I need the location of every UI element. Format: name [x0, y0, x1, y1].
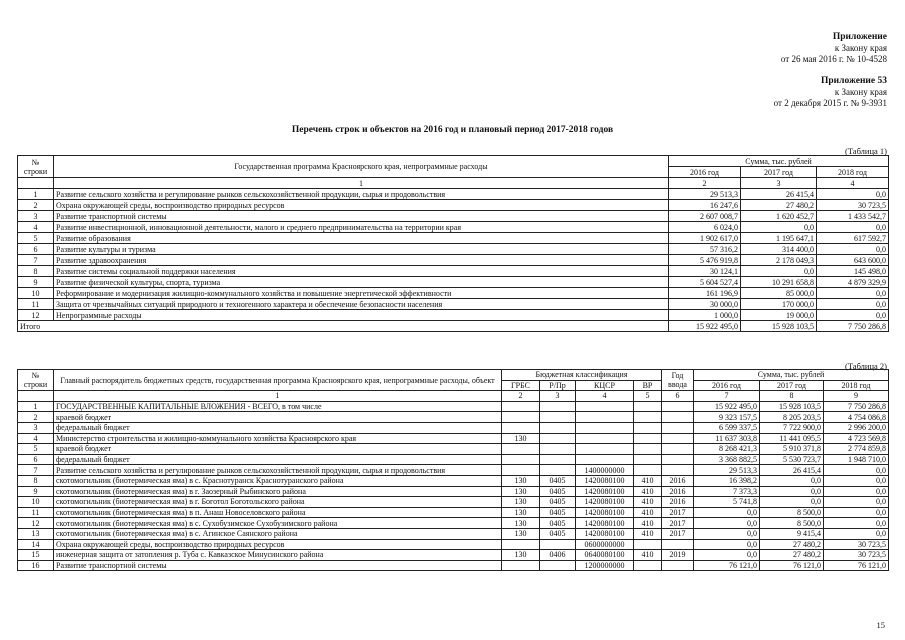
sum-2017: 8 500,0: [760, 518, 824, 529]
sum-2017: 27 480,2: [760, 550, 824, 561]
grbs-code: [502, 454, 540, 465]
object-name: скотомогильник (биотермическая яма) в г. Заозерный Рыбинского района: [54, 486, 502, 497]
table-row: [18, 560, 889, 571]
total-2017: 15 928 103,5: [741, 321, 817, 332]
vr-code: [634, 539, 662, 550]
sum-2018: 30 723,5: [824, 539, 889, 550]
vr-code: [634, 412, 662, 423]
table-row: [18, 233, 889, 244]
sum-2017: 0,0: [760, 475, 824, 486]
sum-2016: 0,0: [694, 550, 760, 561]
sum-2017: 76 121,0: [760, 560, 824, 571]
grbs-code: [502, 422, 540, 433]
row-number: 1: [18, 401, 54, 412]
object-name: федеральный бюджет: [54, 422, 502, 433]
col-header-program: Государственная программа Красноярского края, непрограммные расходы: [54, 156, 669, 178]
program-name: Развитие здравоохранения: [54, 255, 669, 266]
table-row: [18, 211, 889, 222]
sum-2017: 0,0: [760, 497, 824, 508]
sum-2016: 6 599 337,5: [694, 422, 760, 433]
commission-year: 2019: [662, 550, 694, 561]
table-row: [18, 200, 889, 211]
object-name: инженерная защита от затопления р. Туба с. Кавказское Минусинского района: [54, 550, 502, 561]
total-2018: 7 750 286,8: [817, 321, 889, 332]
col-header-budget-class: Бюджетная классификация: [502, 370, 662, 381]
col-index: 7: [694, 391, 760, 402]
commission-year: 2016: [662, 475, 694, 486]
kcsr-code: 0600000000: [576, 539, 634, 550]
sum-2018: 2 996 200,0: [824, 422, 889, 433]
program-name: Развитие образования: [54, 233, 669, 244]
sum-2016: 16 247,6: [669, 200, 741, 211]
rpr-code: 0406: [540, 550, 576, 561]
vr-code: [634, 433, 662, 444]
col-header-rpr: Р/Пр: [540, 380, 576, 391]
vr-code: 410: [634, 507, 662, 518]
grbs-code: [502, 539, 540, 550]
row-number: 5: [18, 444, 54, 455]
table-row: [18, 244, 889, 255]
commission-year: [662, 412, 694, 423]
sum-2017: 8 500,0: [760, 507, 824, 518]
col-header-2018: 2018 год: [824, 380, 889, 391]
total-row: [18, 321, 889, 332]
kcsr-code: 1420080100: [576, 486, 634, 497]
sum-2016: 0,0: [694, 539, 760, 550]
row-number: 14: [18, 539, 54, 550]
kcsr-code: 1420080100: [576, 528, 634, 539]
table-row: [18, 550, 889, 561]
row-number: 4: [18, 222, 54, 233]
object-name: Развитие сельского хозяйства и регулирование рынков сельскохозяйственной продукции, сырья и продовольствия: [54, 465, 502, 476]
col-index: 3: [540, 391, 576, 402]
commission-year: [662, 454, 694, 465]
sum-2018: 0,0: [824, 486, 889, 497]
vr-code: [634, 401, 662, 412]
rpr-code: 0405: [540, 507, 576, 518]
table-row: [18, 497, 889, 508]
sum-2017: 0,0: [741, 266, 817, 277]
object-name: ГОСУДАРСТВЕННЫЕ КАПИТАЛЬНЫЕ ВЛОЖЕНИЯ - ВСЕГО, в том числе: [54, 401, 502, 412]
col-header-2018: 2018 год: [817, 167, 889, 178]
vr-code: [634, 454, 662, 465]
sum-2018: 0,0: [824, 465, 889, 476]
total-2016: 15 922 495,0: [669, 321, 741, 332]
table-row: [18, 507, 889, 518]
sum-2017: 27 480,2: [741, 200, 817, 211]
kcsr-code: [576, 433, 634, 444]
table-row: [18, 539, 889, 550]
vr-code: [634, 444, 662, 455]
kcsr-code: 1420080100: [576, 497, 634, 508]
kcsr-code: [576, 444, 634, 455]
sum-2017: 5 530 723,7: [760, 454, 824, 465]
kcsr-code: [576, 412, 634, 423]
row-number: 8: [18, 475, 54, 486]
col-header-2016: 2016 год: [669, 167, 741, 178]
sum-2017: 26 415,4: [741, 189, 817, 200]
sum-2018: 0,0: [824, 497, 889, 508]
sum-2016: 11 637 303,8: [694, 433, 760, 444]
col-index: 8: [760, 391, 824, 402]
row-number: 7: [18, 255, 54, 266]
sum-2016: 57 316,2: [669, 244, 741, 255]
vr-code: [634, 560, 662, 571]
kcsr-code: 1420080100: [576, 518, 634, 529]
sum-2016: 161 196,9: [669, 288, 741, 299]
kcsr-code: 1200000000: [576, 560, 634, 571]
grbs-code: [502, 444, 540, 455]
col-index: 1: [54, 178, 669, 189]
commission-year: [662, 422, 694, 433]
rpr-code: [540, 454, 576, 465]
row-number: 11: [18, 299, 54, 310]
grbs-code: [502, 465, 540, 476]
table2-note: (Таблица 2): [844, 361, 887, 371]
sum-2017: 0,0: [760, 486, 824, 497]
row-number: 10: [18, 288, 54, 299]
col-index: 2: [669, 178, 741, 189]
table-row: [18, 299, 889, 310]
sum-2016: 3 368 882,5: [694, 454, 760, 465]
object-name: федеральный бюджет: [54, 454, 502, 465]
rpr-code: [540, 433, 576, 444]
rpr-code: 0405: [540, 528, 576, 539]
sum-2016: 29 513,3: [669, 189, 741, 200]
rpr-code: [540, 560, 576, 571]
sum-2017: 1 620 452,7: [741, 211, 817, 222]
rpr-code: 0405: [540, 475, 576, 486]
grbs-code: 130: [502, 507, 540, 518]
sum-2018: 643 600,0: [817, 255, 889, 266]
row-number: 1: [18, 189, 54, 200]
object-name: скотомогильник (биотермическая яма) в с. Агинское Саянского района: [54, 528, 502, 539]
sum-2016: 16 398,2: [694, 475, 760, 486]
sum-2018: 1 433 542,7: [817, 211, 889, 222]
sum-2017: 8 205 203,5: [760, 412, 824, 423]
vr-code: [634, 465, 662, 476]
col-index: 5: [634, 391, 662, 402]
sum-2017: 85 000,0: [741, 288, 817, 299]
sum-2016: 30 124,1: [669, 266, 741, 277]
col-header-kcsr: КЦСР: [576, 380, 634, 391]
sum-2018: 0,0: [817, 222, 889, 233]
object-name: краевой бюджет: [54, 444, 502, 455]
object-name: краевой бюджет: [54, 412, 502, 423]
table-row: [18, 266, 889, 277]
sum-2018: 0,0: [817, 189, 889, 200]
sum-2018: 7 750 286,8: [824, 401, 889, 412]
col-header-2016: 2016 год: [694, 380, 760, 391]
col-index: 1: [54, 391, 502, 402]
col-header-vr: ВР: [634, 380, 662, 391]
col-index: 4: [817, 178, 889, 189]
sum-2017: 5 910 371,8: [760, 444, 824, 455]
sum-2016: 5 476 919,8: [669, 255, 741, 266]
row-number: 12: [18, 310, 54, 321]
sum-2016: 0,0: [694, 528, 760, 539]
program-name: Защита от чрезвычайных ситуаций природного и техногенного характера и обеспечение безопасности населения: [54, 299, 669, 310]
object-name: Охрана окружающей среды, воспроизводство природных ресурсов: [54, 539, 502, 550]
appendix-53-date: от 2 декабря 2015 г. № 9-3931: [773, 98, 887, 108]
col-index: 3: [741, 178, 817, 189]
program-name: Развитие инвестиционной, инновационной деятельности, малого и среднего предпринимательства на территории края: [54, 222, 669, 233]
grbs-code: 130: [502, 497, 540, 508]
sum-2018: 2 774 859,8: [824, 444, 889, 455]
program-name: Развитие культуры и туризма: [54, 244, 669, 255]
row-number: 6: [18, 244, 54, 255]
sum-2016: 29 513,3: [694, 465, 760, 476]
sum-2017: 9 415,4: [760, 528, 824, 539]
sum-2017: 15 928 103,5: [760, 401, 824, 412]
table-row: [18, 222, 889, 233]
row-number: 9: [18, 486, 54, 497]
col-header-number: № строки: [18, 370, 54, 391]
table-row: [18, 288, 889, 299]
grbs-code: 130: [502, 518, 540, 529]
sum-2016: 30 000,0: [669, 299, 741, 310]
rpr-code: [540, 422, 576, 433]
row-number: 6: [18, 454, 54, 465]
grbs-code: 130: [502, 528, 540, 539]
table-row: [18, 422, 889, 433]
rpr-code: 0405: [540, 518, 576, 529]
col-index: 4: [576, 391, 634, 402]
objects-table: [17, 369, 889, 571]
sum-2018: 4 754 086,8: [824, 412, 889, 423]
col-header-grbs: ГРБС: [502, 380, 540, 391]
row-number: 3: [18, 422, 54, 433]
vr-code: 410: [634, 518, 662, 529]
rpr-code: [540, 539, 576, 550]
row-number: 3: [18, 211, 54, 222]
table-row: [18, 454, 889, 465]
commission-year: 2017: [662, 528, 694, 539]
grbs-code: 130: [502, 550, 540, 561]
vr-code: 410: [634, 475, 662, 486]
col-header-sum: Сумма, тыс. рублей: [694, 370, 889, 381]
table-row: [18, 486, 889, 497]
appendix-date: от 26 мая 2016 г. № 10-4528: [780, 54, 887, 64]
sum-2017: 26 415,4: [760, 465, 824, 476]
row-number: 2: [18, 200, 54, 211]
grbs-code: 130: [502, 433, 540, 444]
sum-2018: 1 948 710,0: [824, 454, 889, 465]
vr-code: 410: [634, 550, 662, 561]
commission-year: [662, 539, 694, 550]
sum-2018: 76 121,0: [824, 560, 889, 571]
sum-2017: 0,0: [741, 222, 817, 233]
table-row: [18, 401, 889, 412]
row-number: 10: [18, 497, 54, 508]
row-number: 12: [18, 518, 54, 529]
table-row: [18, 518, 889, 529]
commission-year: [662, 401, 694, 412]
kcsr-code: 0640080100: [576, 550, 634, 561]
table-row: [18, 528, 889, 539]
sum-2017: 27 480,2: [760, 539, 824, 550]
rpr-code: [540, 401, 576, 412]
col-index: 2: [502, 391, 540, 402]
vr-code: 410: [634, 497, 662, 508]
row-number: 11: [18, 507, 54, 518]
appendix-53-line: к Закону края: [834, 87, 887, 97]
grbs-code: [502, 560, 540, 571]
rpr-code: [540, 412, 576, 423]
sum-2016: 0,0: [694, 518, 760, 529]
object-name: скотомогильник (биотермическая яма) в г. Боготол Боготольского района: [54, 497, 502, 508]
rpr-code: [540, 444, 576, 455]
sum-2018: 0,0: [817, 299, 889, 310]
col-index: 9: [824, 391, 889, 402]
table1-note: (Таблица 1): [844, 146, 887, 156]
program-name: Развитие сельского хозяйства и регулирование рынков сельскохозяйственной продукции, сырья и продовольствия: [54, 189, 669, 200]
programs-table: [17, 155, 889, 332]
table-row: [18, 255, 889, 266]
col-header-year: Год ввода: [662, 370, 694, 391]
col-header-sum: Сумма, тыс. рублей: [669, 156, 889, 167]
kcsr-code: [576, 401, 634, 412]
vr-code: 410: [634, 528, 662, 539]
appendix-header: [781, 31, 887, 65]
sum-2016: 1 902 617,0: [669, 233, 741, 244]
row-number: 4: [18, 433, 54, 444]
commission-year: [662, 433, 694, 444]
commission-year: 2017: [662, 518, 694, 529]
table-row: [18, 412, 889, 423]
program-name: Охрана окружающей среды, воспроизводство природных ресурсов: [54, 200, 669, 211]
sum-2016: 6 024,0: [669, 222, 741, 233]
table-row: [18, 475, 889, 486]
sum-2016: 15 922 495,0: [694, 401, 760, 412]
table-row: [18, 189, 889, 200]
commission-year: 2016: [662, 486, 694, 497]
sum-2017: 314 400,0: [741, 244, 817, 255]
sum-2016: 1 000,0: [669, 310, 741, 321]
sum-2018: 145 498,0: [817, 266, 889, 277]
row-number: 2: [18, 412, 54, 423]
sum-2016: 5 604 527,4: [669, 277, 741, 288]
object-name: скотомогильник (биотермическая яма) в с. Краснотуранск Краснотуранского района: [54, 475, 502, 486]
object-name: скотомогильник (биотермическая яма) в п. Анаш Новоселовского района: [54, 507, 502, 518]
appendix-title: Приложение: [832, 32, 887, 42]
sum-2018: 0,0: [817, 310, 889, 321]
col-header-object: Главный распорядитель бюджетных средств, государственная программа Красноярского края, непрограммные расходы, объект: [54, 370, 502, 391]
rpr-code: 0405: [540, 497, 576, 508]
col-index: 6: [662, 391, 694, 402]
col-header-2017: 2017 год: [741, 167, 817, 178]
row-number: 5: [18, 233, 54, 244]
sum-2018: 30 723,5: [817, 200, 889, 211]
kcsr-code: 1400000000: [576, 465, 634, 476]
rpr-code: 0405: [540, 486, 576, 497]
sum-2018: 30 723,5: [824, 550, 889, 561]
program-name: Непрограммные расходы: [54, 310, 669, 321]
appendix-53-header: [774, 75, 887, 109]
sum-2018: 0,0: [817, 288, 889, 299]
kcsr-code: 1420080100: [576, 475, 634, 486]
grbs-code: [502, 412, 540, 423]
sum-2018: 0,0: [824, 518, 889, 529]
row-number: 9: [18, 277, 54, 288]
vr-code: 410: [634, 486, 662, 497]
sum-2016: 9 323 157,5: [694, 412, 760, 423]
kcsr-code: 1420080100: [576, 507, 634, 518]
vr-code: [634, 422, 662, 433]
sum-2016: 76 121,0: [694, 560, 760, 571]
page-number: 15: [876, 620, 885, 630]
grbs-code: 130: [502, 486, 540, 497]
sum-2018: 0,0: [817, 244, 889, 255]
row-number: 16: [18, 560, 54, 571]
kcsr-code: [576, 422, 634, 433]
table-row: [18, 465, 889, 476]
total-label: Итого: [18, 321, 669, 332]
row-number: 7: [18, 465, 54, 476]
sum-2016: 0,0: [694, 507, 760, 518]
sum-2018: 0,0: [824, 507, 889, 518]
sum-2018: 4 723 569,8: [824, 433, 889, 444]
sum-2017: 10 291 658,8: [741, 277, 817, 288]
kcsr-code: [576, 454, 634, 465]
row-number: 15: [18, 550, 54, 561]
commission-year: 2017: [662, 507, 694, 518]
row-number: 8: [18, 266, 54, 277]
commission-year: 2016: [662, 497, 694, 508]
appendix-53-title: Приложение 53: [820, 76, 887, 86]
sum-2017: 11 441 095,5: [760, 433, 824, 444]
sum-2016: 2 607 008,7: [669, 211, 741, 222]
program-name: Развитие системы социальной поддержки населения: [54, 266, 669, 277]
grbs-code: [502, 401, 540, 412]
sum-2017: 170 000,0: [741, 299, 817, 310]
commission-year: [662, 465, 694, 476]
object-name: скотомогильник (биотермическая яма) в с. Сухобузимское Сухобузимского района: [54, 518, 502, 529]
sum-2018: 0,0: [824, 475, 889, 486]
rpr-code: [540, 465, 576, 476]
col-header-2017: 2017 год: [760, 380, 824, 391]
sum-2016: 5 741,8: [694, 497, 760, 508]
sum-2018: 617 592,7: [817, 233, 889, 244]
object-name: Министерство строительства и жилищно-коммунального хозяйства Красноярского края: [54, 433, 502, 444]
commission-year: [662, 444, 694, 455]
table-row: [18, 310, 889, 321]
commission-year: [662, 560, 694, 571]
grbs-code: 130: [502, 475, 540, 486]
program-name: Развитие физической культуры, спорта, туризма: [54, 277, 669, 288]
appendix-line: к Закону края: [834, 43, 887, 53]
sum-2017: 2 178 049,3: [741, 255, 817, 266]
object-name: Развитие транспортной системы: [54, 560, 502, 571]
document-title: Перечень строк и объектов на 2016 год и плановый период 2017-2018 годов: [291, 125, 614, 135]
table-row: [18, 444, 889, 455]
table-row: [18, 433, 889, 444]
sum-2017: 19 000,0: [741, 310, 817, 321]
sum-2017: 1 195 647,1: [741, 233, 817, 244]
row-number: 13: [18, 528, 54, 539]
sum-2016: 8 268 421,3: [694, 444, 760, 455]
sum-2017: 7 722 900,0: [760, 422, 824, 433]
program-name: Развитие транспортной системы: [54, 211, 669, 222]
table-row: [18, 277, 889, 288]
sum-2018: 0,0: [824, 528, 889, 539]
sum-2018: 4 879 329,9: [817, 277, 889, 288]
sum-2016: 7 373,3: [694, 486, 760, 497]
program-name: Реформирование и модернизация жилищно-коммунального хозяйства и повышение энергетической эффективности: [54, 288, 669, 299]
col-header-number: № строки: [18, 156, 54, 178]
